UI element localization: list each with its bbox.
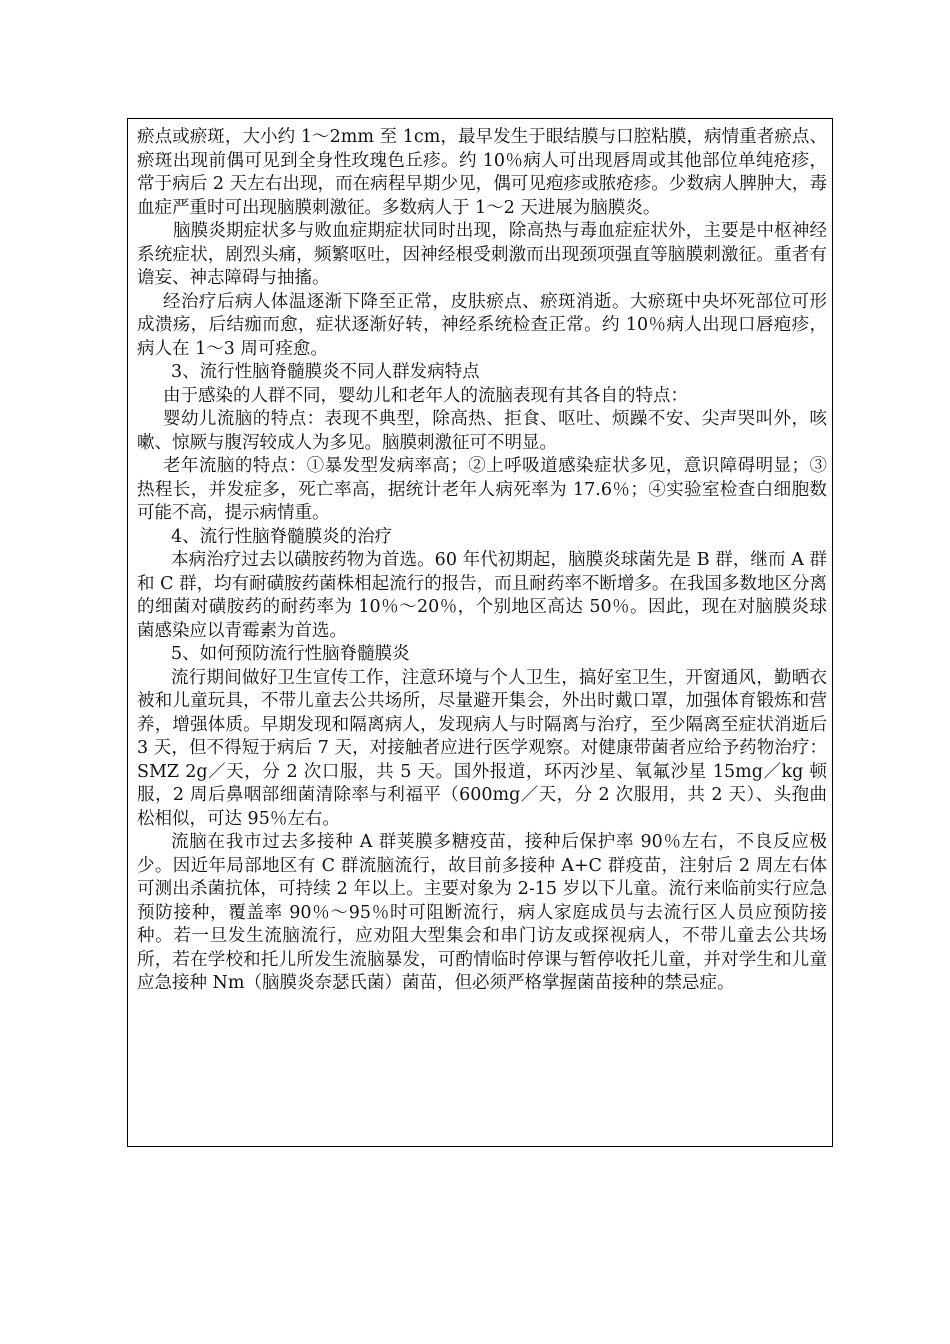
paragraph-population-intro: 由于感染的人群不同，婴幼儿和老年人的流脑表现有其各自的特点： <box>163 385 688 406</box>
paragraph-vaccination: 流脑在我市过去多接种 A 群荚膜多糖疫苗，接种后保护率 90％左右，不良反应极少。因近年局部地区有 C 群流脑流行，故目前多接种 A+C 群疫苗，注射后 2 周左右体可测出杀菌抗体，可持续 2 年以上。主要对象为 2-15 岁以下儿童。流行来临前实行应急预防接种，覆盖率 90％～95％时可阻断流行，病人家庭成员与去流行区人员应预防接种。若一旦发生流脑流行，应劝阻大型集会和串门访友或探视病人，不带儿童去公共场所，若在学校和托儿所发生流脑暴发，可酌情临时停课与暂停收托儿童，并对学生和儿童应急接种 Nm（脑膜炎奈瑟氏菌）菌苗，但必须严格掌握菌苗接种的禁忌症。 <box>137 832 827 993</box>
paragraph-meningitis-stage: 脑膜炎期症状多与败血症期症状同时出现，除高热与毒血症症状外，主要是中枢神经系统症状，剧烈头痛，频繁呕吐，因神经根受刺激而出现颈项强直等脑膜刺激征。重者有谵妄、神志障碍与抽搐。 <box>137 221 827 288</box>
paragraph-recovery: 经治疗后病人体温逐渐下降至正常，皮肤瘀点、瘀斑消逝。大瘀斑中央坏死部位可形成溃疡，后结痂而愈，症状逐渐好转，神经系统检查正常。约 10％病人出现口唇疱疹，病人在 1～3 周可痊愈。 <box>137 291 827 359</box>
paragraph-prevention: 流行期间做好卫生宣传工作，注意环境与个人卫生，搞好室卫生，开窗通风，勤晒衣被和儿童玩具，不带儿童去公共场所，尽量避开集会，外出时戴口罩，加强体育锻炼和营养，增强体质。早期发现和隔离病人，发现病人与时隔离与治疗，至少隔离至症状消逝后 3 天，但不得短于病后 7 天，对接触者应进行医学观察。对健康带菌者应给予药物治疗：SMZ 2g／天，分 2 次口服，共 5 天。国外报道，环丙沙星、氧氟沙星 15mg／kg 顿服，2 周后鼻咽部细菌清除率与利福平（600mg／天，分 2 次服用，共 2 天）、头孢曲松相似，可达 95％左右。 <box>137 667 827 829</box>
section-heading-5: 5、如何预防流行性脑脊髓膜炎 <box>171 644 410 664</box>
paragraph-elderly: 老年流脑的特点：①暴发型发病率高；②上呼吸道感染症状多见，意识障碍明显；③热程长，并发症多，死亡率高，据统计老年人病死率为 17.6％；④实验室检查白细胞数可能不高，提示病情重。 <box>137 456 827 523</box>
paragraph-infants: 婴幼儿流脑的特点：表现不典型，除高热、拒食、呕吐、烦躁不安、尖声哭叫外，咳嗽、惊厥与腹泻较成人为多见。脑膜刺激征可不明显。 <box>137 409 827 453</box>
paragraph-symptoms-rash: 瘀点或瘀斑，大小约 1～2mm 至 1cm，最早发生于眼结膜与口腔粘膜，病情重者瘀点、瘀斑出现前偶可见到全身性玫瑰色丘疹。约 10％病人可出现唇周或其他部位单纯疮疹，常于病后 2 天左右出现，而在病程早期少见，偶可见疱疹或脓疮疹。少数病人脾肿大，毒血症严重时可出现脑膜刺激征。多数病人于 1～2 天进展为脑膜炎。 <box>137 127 827 218</box>
paragraph-treatment: 本病治疗过去以磺胺药物为首选。60 年代初期起，脑膜炎球菌先是 B 群，继而 A 群和 C 群，均有耐磺胺药菌株相起流行的报告，而且耐药率不断增多。在我国多数地区分离的细菌对磺胺药的耐药率为 10％～20％，个别地区高达 50％。因此，现在对脑膜炎球菌感染应以青霉素为首选。 <box>137 550 827 641</box>
section-heading-4: 4、流行性脑脊髓膜炎的治疗 <box>171 526 393 547</box>
section-heading-3: 3、流行性脑脊髓膜炎不同人群发病特点 <box>171 362 480 382</box>
document-body <box>137 126 827 996</box>
